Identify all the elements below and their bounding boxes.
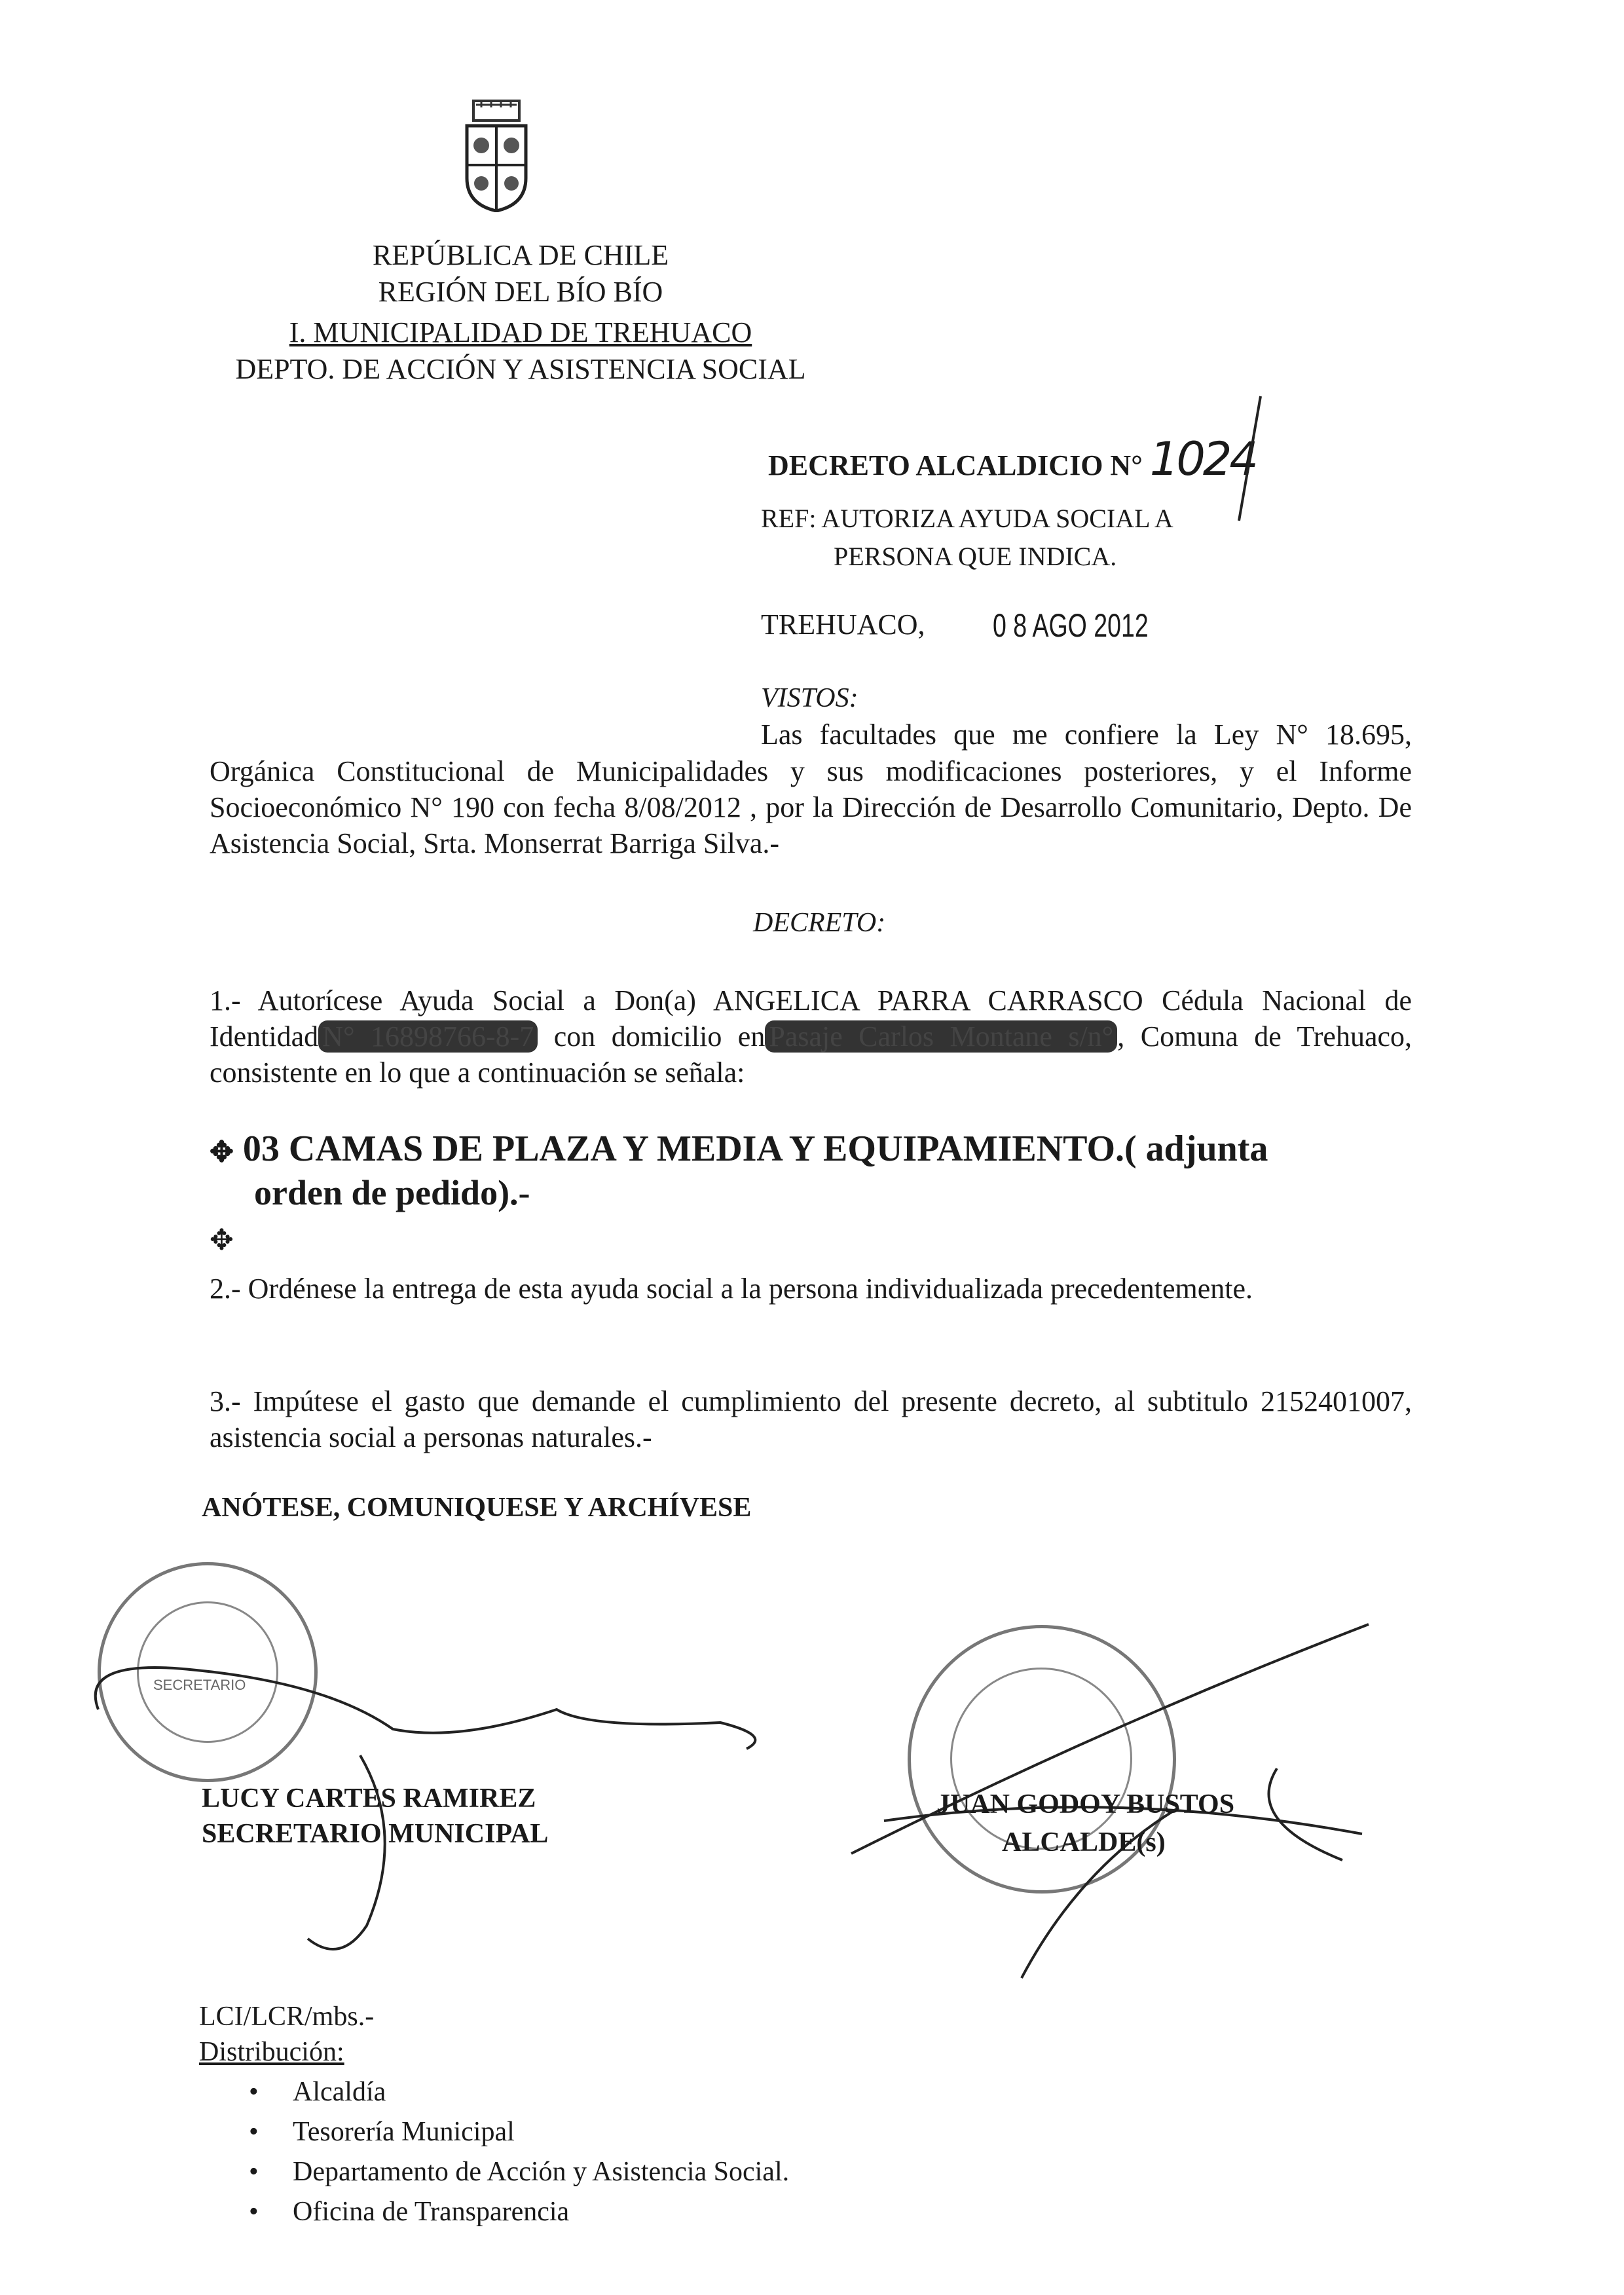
benefit-text: 03 CAMAS DE PLAZA Y MEDIA Y EQUIPAMIENTO.( adjunta — [242, 1129, 1268, 1169]
distribution-item: • Alcaldía — [249, 2077, 386, 2107]
redacted-address: Pasaje Carlos Montane s/n° — [765, 1020, 1117, 1053]
vistos-text: Orgánica Constitucional de Municipalidades y sus modificaciones posteriores, y el Informe Socioeconómico N° 190 con fecha 8/08/2012 , por la Dirección de Desarrollo Comunitario, Depto. De Asistencia Social, Srta. Monserrat Barriga Silva.- — [210, 755, 1412, 859]
diamond-bullet-icon: ✥ — [210, 1224, 234, 1256]
reference-line-1: REF: AUTORIZA AYUDA SOCIAL A — [761, 504, 1173, 533]
header-country: REPÚBLICA DE CHILE — [372, 239, 669, 271]
redacted-id: N° 16898766-8-7 — [318, 1020, 538, 1053]
benefit-line-2: orden de pedido).- — [254, 1173, 530, 1212]
distribution-item: • Oficina de Transparencia — [249, 2197, 570, 2227]
initials: LCI/LCR/mbs.- — [199, 2002, 375, 2032]
coat-of-arms-logo — [462, 100, 530, 212]
item-1 — [210, 982, 1412, 1091]
vistos-text-first: Las facultades que me confiere la Ley N° 18.695, — [761, 718, 1412, 751]
decreto-heading: DECRETO: — [753, 908, 886, 938]
vistos-heading: VISTOS: — [761, 683, 858, 713]
distribution-item: • Tesorería Municipal — [249, 2117, 515, 2147]
decree-title-label: DECRETO ALCALDICIO N° — [768, 449, 1143, 481]
closing: ANÓTESE, COMUNIQUESE Y ARCHÍVESE — [202, 1493, 752, 1523]
item-1-text-c: , Comuna de Trehuaco, consistente en lo que a continuación se señala: — [210, 1020, 1412, 1089]
place: TREHUACO, — [761, 608, 925, 641]
left-signer-name: LUCY CARTES RAMIREZ — [202, 1783, 536, 1814]
item-1-text-b: con domicilio en — [538, 1020, 766, 1053]
distribution-item: • Departamento de Acción y Asistencia Social. — [249, 2157, 790, 2187]
header-municipality: I. MUNICIPALIDAD DE TREHUACO — [289, 316, 752, 348]
distribution-list — [249, 2072, 789, 2232]
decree-number-handwritten: 1024 — [1149, 432, 1256, 486]
header-department: DEPTO. DE ACCIÓN Y ASISTENCIA SOCIAL — [235, 353, 806, 385]
diamond-bullet-icon: ✥ — [210, 1136, 234, 1168]
decree-title — [768, 432, 1256, 486]
handwritten-stroke — [1231, 393, 1270, 524]
item-1-text-a: 1.- Autorícese Ayuda Social a Don(a) ANGELICA PARRA CARRASCO Cédula Nacional de Identidad — [210, 984, 1412, 1053]
distribution-label: Distribución: — [199, 2037, 344, 2067]
left-signer-role: SECRETARIO MUNICIPAL — [202, 1819, 549, 1849]
right-signer-role: ALCALDE(s) — [1002, 1827, 1166, 1857]
item-2: 2.- Ordénese la entrega de esta ayuda social a la persona individualizada precedentemente. — [210, 1273, 1253, 1305]
item-3: 3.- Impútese el gasto que demande el cumplimiento del presente decreto, al subtitulo 2152401007, asistencia social a personas naturales.- — [210, 1385, 1412, 1453]
reference-line-2: PERSONA QUE INDICA. — [834, 542, 1117, 571]
left-official-stamp: SECRETARIO — [98, 1562, 318, 1782]
date-stamp: 0 8 AGO 2012 — [993, 607, 1149, 644]
right-signer-name: JUAN GODOY BUSTOS — [936, 1789, 1235, 1819]
benefit-line-1 — [210, 1128, 1268, 1170]
header-region: REGIÓN DEL BÍO BÍO — [378, 276, 663, 308]
